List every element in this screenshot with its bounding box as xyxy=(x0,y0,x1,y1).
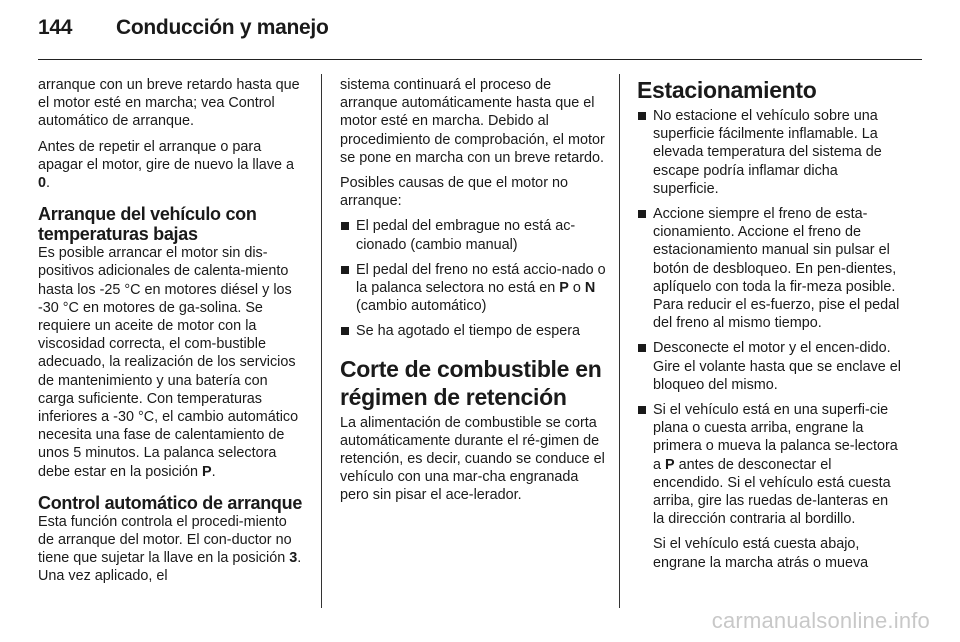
section-heading-fuel-cutoff: Corte de combustible en régimen de retención xyxy=(340,355,602,410)
list-item: Se ha agotado el tiempo de espera xyxy=(340,322,606,340)
header-rule xyxy=(38,59,922,60)
paragraph: Esta función controla el procedi-miento de arranque del motor. El con-ductor no tiene que sujetar la llave en la posición 3. Una vez aplicado, el xyxy=(38,513,302,585)
column-1 xyxy=(38,76,306,593)
paragraph: La alimentación de combustible se corta automáticamente durante el ré-gimen de retención, es decir, cuando se conduce el vehículo con una mar-cha engranada pero sin pisar el ace-lerador. xyxy=(340,414,605,504)
bullet-square-icon xyxy=(341,222,349,230)
bullet-square-icon xyxy=(638,112,646,120)
list-item: Accione siempre el freno de esta-cionamiento. Accione el freno de estacionamiento manual sin pulsar el botón de desbloqueo. En pen-dientes, aplíquelo con toda la fir-meza posible. Para reducir el es-fuerzo, pise el pedal del freno al mismo tiempo. xyxy=(637,205,901,332)
paragraph: Si el vehículo está cuesta abajo, engrane la marcha atrás o mueva xyxy=(653,536,869,571)
column-3 xyxy=(637,76,901,579)
list-item: No estacione el vehículo sobre una superficie fácilmente inflamable. La elevada temperatura del sistema de escape podría inflamar dicha superficie. xyxy=(637,107,901,198)
paragraph: sistema continuará el proceso de arranque automáticamente hasta que el motor esté en marcha. Debido al procedimiento de comprobación, el motor se pone en marcha con un breve retardo. xyxy=(340,77,605,166)
list-item: El pedal del freno no está accio-nado o la palanca selectora no está en P o N (cambio automático) xyxy=(340,261,606,316)
bullet-square-icon xyxy=(638,210,646,218)
list-item: El pedal del embrague no está ac-cionado (cambio manual) xyxy=(340,217,606,253)
bullet-list xyxy=(637,107,901,528)
section-heading-parking: Estacionamiento xyxy=(637,77,817,103)
section-heading-cold-start: Arranque del vehículo con temperaturas bajas xyxy=(38,204,257,245)
column-2 xyxy=(340,76,606,512)
list-item: Si el vehículo está en una superfi-cie plana o cuesta arriba, engrane la primera o mueva la palanca se-lectora a P antes de desconectar el encendido. Si el vehículo está cuesta arriba, gire las ruedas de-lanteras en la dirección contraria al bordillo. xyxy=(637,401,901,528)
paragraph: Es posible arrancar el motor sin dis-positivos adicionales de calenta-miento hasta los -25 °C en motores diésel y los -30 °C en motores de ga-solina. Se requiere un aceite de motor con la viscosidad correcta, el com-bustible adecuado, la realización de los servicios de mantenimiento y una batería con carga suficiente. Con temperaturas inferiores a -30 °C, el cambio automático necesita una fase de calentamiento de unos 5 minutos. La palanca selectora debe estar en la posición P. xyxy=(38,245,299,480)
bullet-square-icon xyxy=(638,344,646,352)
page-header xyxy=(38,16,329,40)
section-heading-auto-start: Control automático de arranque xyxy=(38,492,303,513)
column-divider xyxy=(619,74,620,608)
bullet-list xyxy=(340,217,606,340)
list-item: Desconecte el motor y el encen-dido. Gire el volante hasta que se enclave el bloqueo del mismo. xyxy=(637,339,901,394)
page-title: Conducción y manejo xyxy=(116,16,329,39)
watermark: carmanualsonline.info xyxy=(711,608,930,633)
page-number: 144 xyxy=(38,16,73,39)
column-divider xyxy=(321,74,322,608)
paragraph: arranque con un breve retardo hasta que el motor esté en marcha; vea Control automático de arranque. xyxy=(38,77,300,130)
bullet-square-icon xyxy=(638,406,646,414)
bullet-square-icon xyxy=(341,266,349,274)
paragraph: Antes de repetir el arranque o para apagar el motor, gire de nuevo la llave a 0. xyxy=(38,138,294,192)
paragraph: Posibles causas de que el motor no arranque: xyxy=(340,175,568,210)
bullet-square-icon xyxy=(341,327,349,335)
